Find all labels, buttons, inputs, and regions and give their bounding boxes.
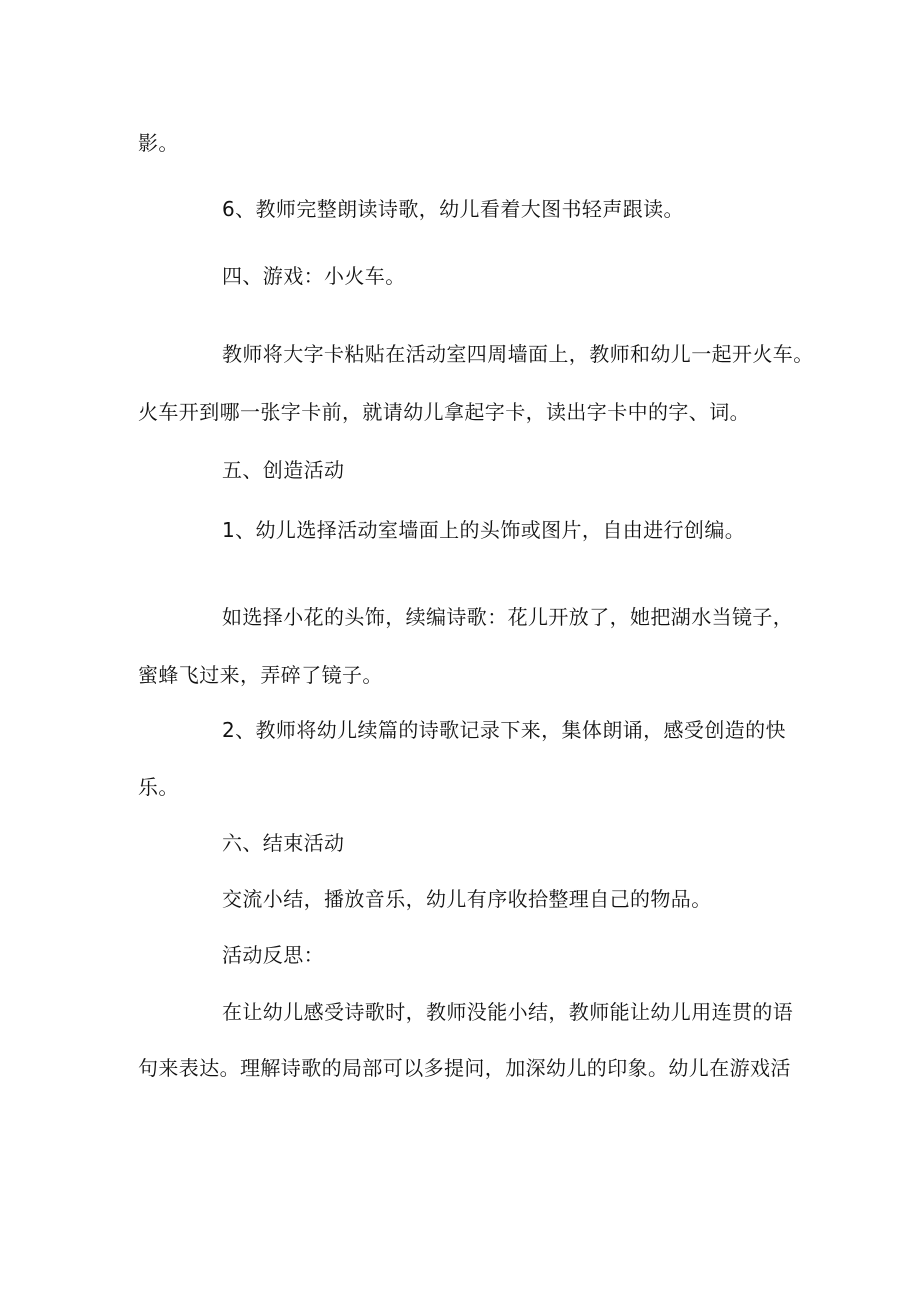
text-line-5: 火车开到哪一张字卡前，就请幼儿拿起字卡，读出字卡中的字、词。	[138, 400, 750, 424]
heading-creative-activity: 五、创造活动	[222, 458, 345, 482]
heading-reflection: 活动反思：	[222, 943, 324, 967]
heading-game: 四、游戏：小火车。	[222, 264, 406, 288]
text-line-7: 1、幼儿选择活动室墙面上的头饰或图片，自由进行创编。	[222, 518, 746, 542]
text-line-8: 如选择小花的头饰，续编诗歌：花儿开放了，她把湖水当镜子，	[222, 605, 794, 629]
text-line-16: 句来表达。理解诗歌的局部可以多提问，加深幼儿的印象。幼儿在游戏活	[138, 1056, 791, 1080]
heading-closing-activity: 六、结束活动	[222, 831, 345, 855]
text-line-4: 教师将大字卡粘贴在活动室四周墙面上，教师和幼儿一起开火车。	[222, 342, 814, 366]
text-line-2: 6、教师完整朗读诗歌，幼儿看着大图书轻声跟读。	[222, 197, 684, 221]
text-line-13: 交流小结，播放音乐，幼儿有序收拾整理自己的物品。	[222, 887, 712, 911]
text-line-11: 乐。	[138, 775, 179, 799]
text-line-10: 2、教师将幼儿续篇的诗歌记录下来，集体朗诵，感受创造的快	[222, 718, 786, 742]
text-line-9: 蜜蜂飞过来，弄碎了镜子。	[138, 663, 383, 687]
text-line-1: 影。	[138, 131, 179, 155]
text-line-15: 在让幼儿感受诗歌时，教师没能小结，教师能让幼儿用连贯的语	[222, 1000, 794, 1024]
